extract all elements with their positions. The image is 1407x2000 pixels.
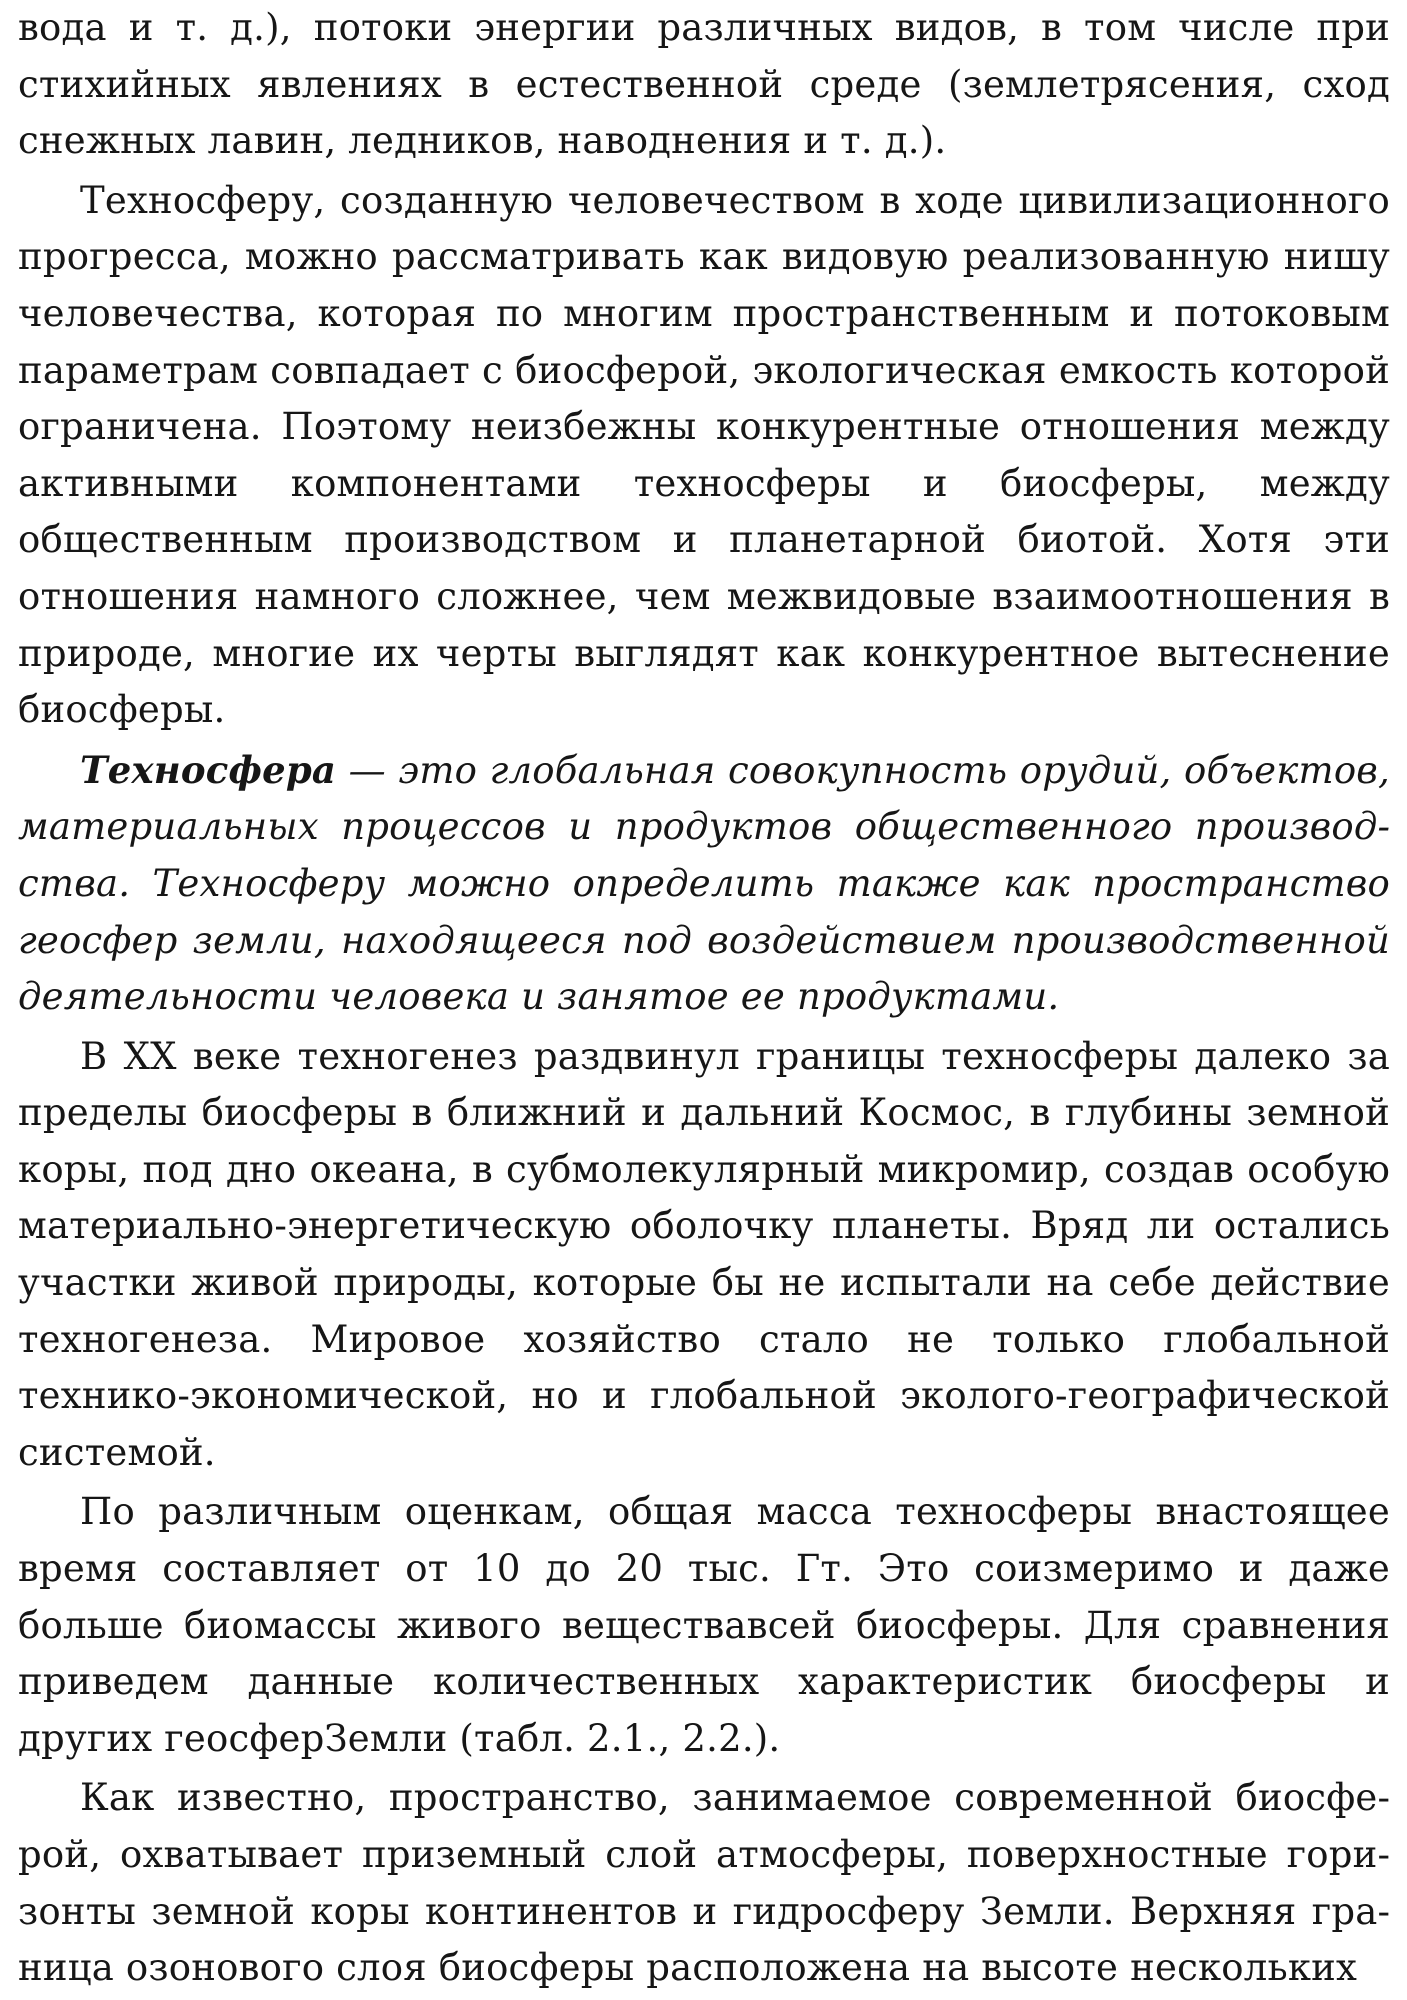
paragraph-technosphere-definition bbox=[18, 742, 1390, 1026]
document-page bbox=[18, 0, 1390, 2000]
paragraph-technosphere-mass: По различным оценкам, общая масса техносферы внастоящее время составляет от 10 до 20 тыс. Гт. Это соизмеримо и даже больше биомассы живого веществавсей биосферы. Для сравнения приведем данные количественных характеристик биосферы и других геосферЗемли (табл. 2.1., 2.2.). bbox=[18, 1490, 1390, 1760]
paragraph-biosphere-space: Как известно, пространство, занимаемое современной биосферой, охватывает приземный слой атмосферы, поверхностные горизонты земной коры континентов и гидросферу Земли. Верхняя граница озонового слоя биосферы расположена на высоте нескольких bbox=[18, 1776, 1390, 1990]
definition-text: — это глобальная совокупность орудий, объектов, материальных процессов и продуктов общественного производства. Техносферу можно определить также как пространство геосфер земли, находящееся под воздействием производственной деятельности человека и занятое ее продуктами. bbox=[18, 748, 1390, 1019]
definition-term: Техносфера bbox=[80, 747, 337, 792]
paragraph-xx-century: В XX веке техногенез раздвинул границы техносферы далеко за пределы биосферы в ближний и дальний Космос, в глубины земной коры, под дно океана, в субмолекулярный микромир, создав особую материально-энергетическую оболочку планеты. Вряд ли остались участки живой природы, которые бы не испытали на себе действие техногенеза. Мировое хозяйство стало не только глобальной технико-экономической, но и глобальной эколого-географической системой. bbox=[18, 1034, 1390, 1474]
paragraph-technosphere-niche: Техносферу, созданную человечеством в ходе цивилизационного прогресса, можно рассматривать как видовую реализованную нишу человечества, которая по многим пространственным и потоковым параметрам совпадает с биосферой, экологическая емкость которой ограничена. Поэтому неизбежны конкурентные отношения между активными компонентами техносферы и биосферы, между общественным производством и планетарной биотой. Хотя эти отношения намного сложнее, чем межвидовые взаимоотношения в природе, многие их черты выглядят как конкурентное вытеснение биосферы. bbox=[18, 178, 1390, 732]
paragraph-continuation: вода и т. д.), потоки энергии различных видов, в том числе при стихийных явлениях в естественной среде (землетрясения, сход снежных лавин, ледников, наводнения и т. д.). bbox=[18, 6, 1390, 163]
